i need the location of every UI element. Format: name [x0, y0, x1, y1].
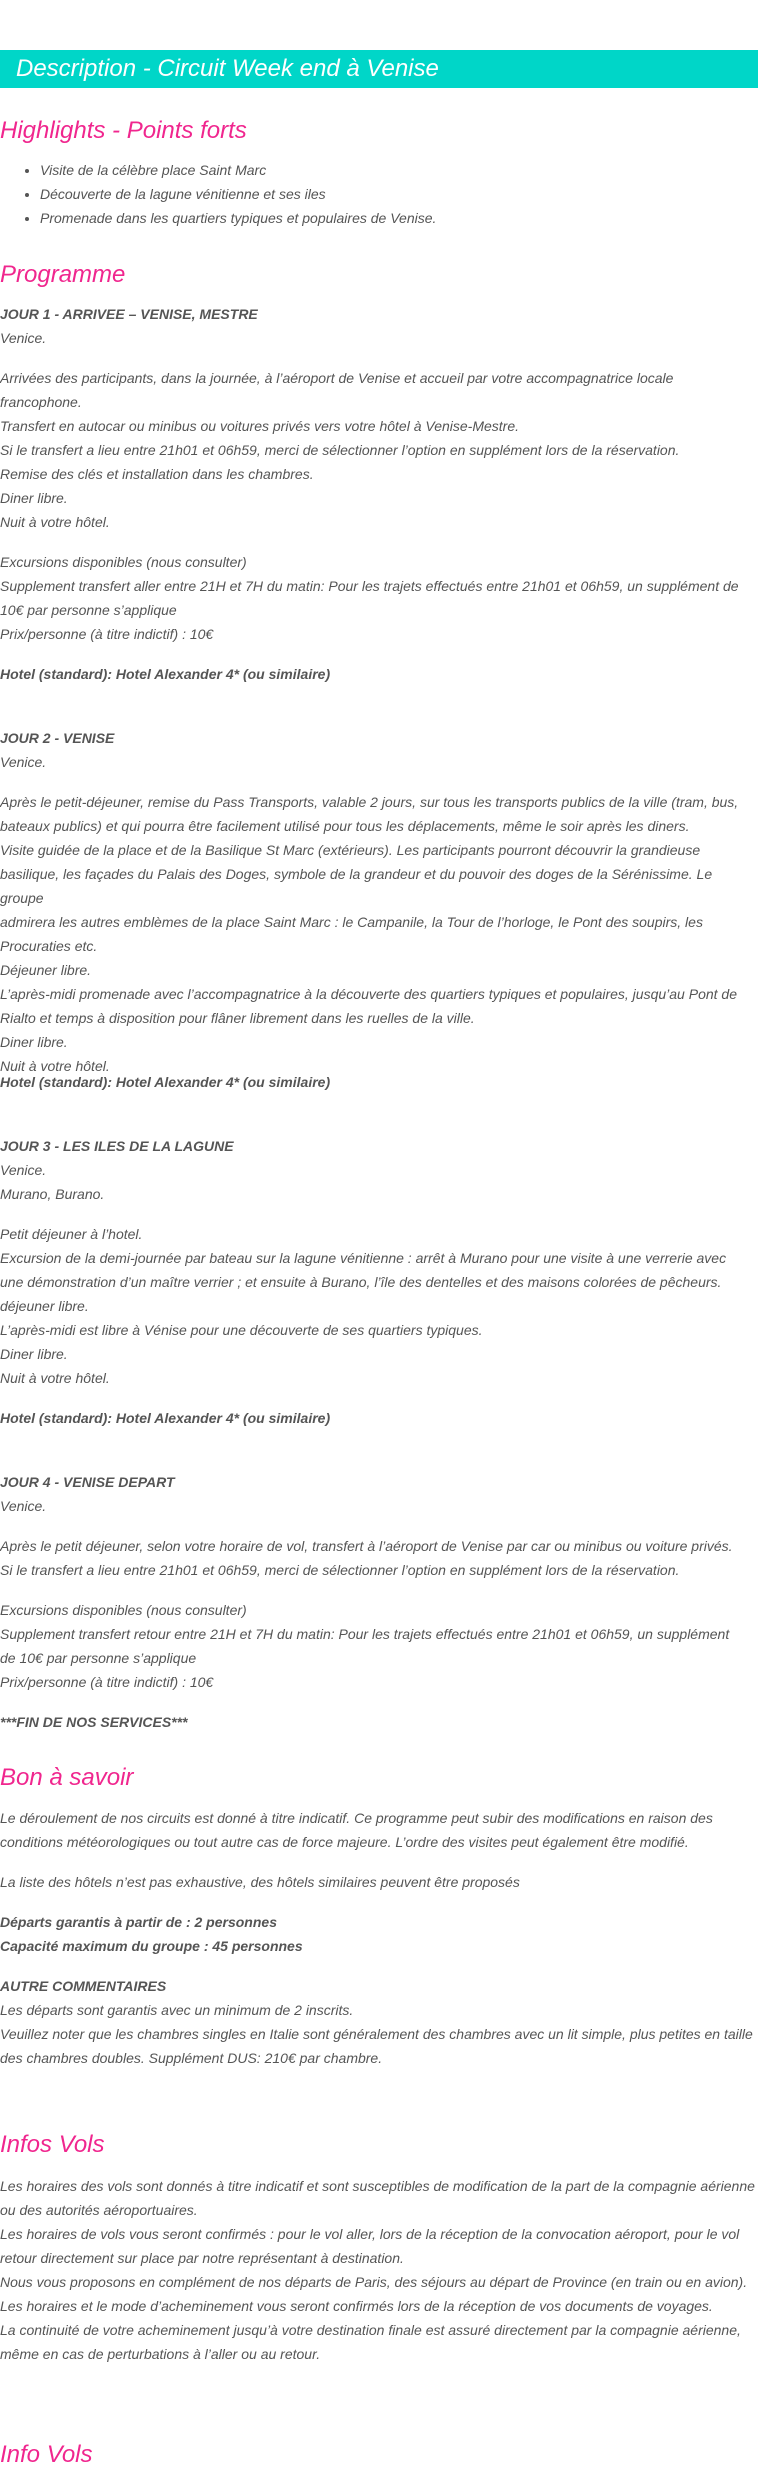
page-banner: Description - Circuit Week end à Venise [0, 50, 758, 88]
end-of-services: ***FIN DE NOS SERVICES*** [0, 1714, 188, 1730]
group-size [0, 1910, 758, 1958]
text-line: admirera les autres emblèmes de la place Saint Marc : le Campanile, la Tour de l’horloge, le Pont des soupirs, les [0, 914, 703, 930]
list-item: • Promenade dans les quartiers typiques et populaires de Venise. [40, 206, 436, 230]
text-line: des chambres doubles. Supplément DUS: 210€ par chambre. [0, 2050, 383, 2066]
text-line: Les horaires de vols vous seront confirmés : pour le vol aller, lors de la réception de la convocation aéroport, pour le vol [0, 2226, 740, 2242]
text-line: L’après-midi est libre à Vénise pour une découverte de ses quartiers typiques. [0, 1322, 483, 1338]
autre-heading: AUTRE COMMENTAIRES [0, 1978, 167, 1994]
list-item: • Visite de la célèbre place Saint Marc [40, 158, 436, 182]
list-item: • Découverte de la lagune vénitienne et ses iles [40, 182, 436, 206]
hotels-note: La liste des hôtels n’est pas exhaustive, des hôtels similaires peuvent être proposés [0, 1874, 520, 1890]
highlights-list [0, 158, 436, 230]
text-line: francophone. [0, 394, 82, 410]
highlights-title: Highlights - Points forts [0, 117, 247, 144]
day1-body [0, 366, 758, 534]
bon-a-savoir-title: Bon à savoir [0, 1764, 134, 1791]
text-line: déjeuner libre. [0, 1298, 89, 1314]
day4-heading: JOUR 4 - VENISE DEPART [0, 1474, 175, 1490]
text-line: bateaux publics) et qui pourra être facilement utilisé pour tous les déplacements, même le soir après les diners. [0, 818, 690, 834]
text-line: Prix/personne (à titre indictif) : 10€ [0, 626, 214, 642]
text-line: Si le transfert a lieu entre 21h01 et 06h59, merci de sélectionner l’option en supplément lors de la réservation. [0, 1562, 680, 1578]
day2-body [0, 790, 758, 1078]
day3-heading: JOUR 3 - LES ILES DE LA LAGUNE [0, 1138, 234, 1154]
text-line: Diner libre. [0, 490, 68, 506]
day1-hotel: Hotel (standard): Hotel Alexander 4* (ou similaire) [0, 666, 331, 682]
info-vols-title: Info Vols [0, 2441, 93, 2468]
text-line: Excursions disponibles (nous consulter) [0, 554, 247, 570]
text-line: Les départs sont garantis avec un minimum de 2 inscrits. [0, 2002, 354, 2018]
text-line: conditions météorologiques ou tout autre cas de force majeure. L’ordre des visites peut également être modifié. [0, 1834, 689, 1850]
text-line: Rialto et temps à disposition pour flâner librement dans les ruelles de la ville. [0, 1010, 475, 1026]
text-line: une démonstration d’un maître verrier ; et ensuite à Burano, l’île des dentelles et des maisons colorées de pêcheurs. [0, 1274, 722, 1290]
text-line: même en cas de perturbations à l’aller ou au retour. [0, 2346, 321, 2362]
bon-paragraph [0, 1806, 758, 1854]
infos-vols-body [0, 2174, 758, 2366]
text-line: Déjeuner libre. [0, 962, 92, 978]
text-line: de 10€ par personne s’applique [0, 1650, 197, 1666]
departs-garantis: Départs garantis à partir de : 2 personnes [0, 1914, 277, 1930]
text-line: Arrivées des participants, dans la journée, à l’aéroport de Venise et accueil par votre accompagnatrice locale [0, 370, 674, 386]
day2-heading: JOUR 2 - VENISE [0, 730, 115, 746]
day3-section [0, 1134, 758, 1206]
day2-place: Venice. [0, 754, 47, 770]
day4-section [0, 1470, 758, 1518]
text-line: Visite guidée de la place et de la Basilique St Marc (extérieurs). Les participants pourront découvrir la grandieuse [0, 842, 701, 858]
text-line: Nous vous proposons en complément de nos départs de Paris, des séjours au départ de Province (en train ou en avion). [0, 2274, 748, 2290]
day1-place: Venice. [0, 330, 47, 346]
text-line: Nuit à votre hôtel. [0, 1058, 110, 1074]
text-line: Nuit à votre hôtel. [0, 514, 110, 530]
text-line: Transfert en autocar ou minibus ou voitures privés vers votre hôtel à Venise-Mestre. [0, 418, 520, 434]
day3-body [0, 1222, 758, 1390]
day3-place: Murano, Burano. [0, 1186, 105, 1202]
day1-heading: JOUR 1 - ARRIVEE – VENISE, MESTRE [0, 306, 258, 322]
capacite-max: Capacité maximum du groupe : 45 personnes [0, 1938, 303, 1954]
text-line: ou des autorités aéroportuaires. [0, 2202, 198, 2218]
text-line: Petit déjeuner à l’hotel. [0, 1226, 143, 1242]
text-line: Procuraties etc. [0, 938, 98, 954]
day1-section [0, 302, 758, 350]
text-line: basilique, les façades du Palais des Doges, symbole de la grandeur et du pouvoir des doges de la Sérénissime. Le groupe [0, 866, 713, 906]
text-line: Le déroulement de nos circuits est donné à titre indicatif. Ce programme peut subir des modifications en raison des [0, 1810, 713, 1826]
autre-commentaires [0, 1974, 758, 2070]
text-line: Diner libre. [0, 1034, 68, 1050]
text-line: retour directement sur place par notre représentant à destination. [0, 2250, 404, 2266]
text-line: Diner libre. [0, 1346, 68, 1362]
text-line: 10€ par personne s’applique [0, 602, 177, 618]
day2-hotel: Hotel (standard): Hotel Alexander 4* (ou similaire) [0, 1074, 331, 1090]
text-line: Prix/personne (à titre indictif) : 10€ [0, 1674, 214, 1690]
text-line: La continuité de votre acheminement jusqu’à votre destination finale est assuré directement par la compagnie aérienne, [0, 2322, 741, 2338]
day1-excursions [0, 550, 758, 646]
day4-excursions [0, 1598, 758, 1694]
text-line: Veuillez noter que les chambres singles en Italie sont généralement des chambres avec un lit simple, plus petites en taille [0, 2026, 753, 2042]
text-line: Les horaires et le mode d’acheminement vous seront confirmés lors de la réception de vos documents de voyages. [0, 2298, 713, 2314]
text-line: Après le petit-déjeuner, remise du Pass Transports, valable 2 jours, sur tous les transports publics de la ville (tram, bus, [0, 794, 739, 810]
text-line: Les horaires des vols sont donnés à titre indicatif et sont susceptibles de modification de la part de la compagnie aérienne [0, 2178, 755, 2194]
text-line: Excursion de la demi-journée par bateau sur la lagune vénitienne : arrêt à Murano pour une visite à une verrerie avec [0, 1250, 727, 1266]
text-line: Supplement transfert aller entre 21H et 7H du matin: Pour les trajets effectués entre 21h01 et 06h59, un supplément de [0, 578, 739, 594]
day3-hotel: Hotel (standard): Hotel Alexander 4* (ou similaire) [0, 1410, 331, 1426]
day4-body [0, 1534, 758, 1582]
programme-title: Programme [0, 261, 126, 288]
day2-section [0, 726, 758, 774]
text-line: Après le petit déjeuner, selon votre horaire de vol, transfert à l’aéroport de Venise par car ou minibus ou voiture privés. [0, 1538, 733, 1554]
day4-place: Venice. [0, 1498, 47, 1514]
text-line: Nuit à votre hôtel. [0, 1370, 110, 1386]
text-line: Si le transfert a lieu entre 21h01 et 06h59, merci de sélectionner l’option en supplément lors de la réservation. [0, 442, 680, 458]
text-line: Supplement transfert retour entre 21H et 7H du matin: Pour les trajets effectués entre 21h01 et 06h59, un supplément [0, 1626, 730, 1642]
text-line: L’après-midi promenade avec l’accompagnatrice à la découverte des quartiers typiques et populaires, jusqu’au Pont de [0, 986, 737, 1002]
day3-place: Venice. [0, 1162, 47, 1178]
text-line: Excursions disponibles (nous consulter) [0, 1602, 247, 1618]
text-line: Remise des clés et installation dans les chambres. [0, 466, 314, 482]
infos-vols-title: Infos Vols [0, 2131, 105, 2158]
